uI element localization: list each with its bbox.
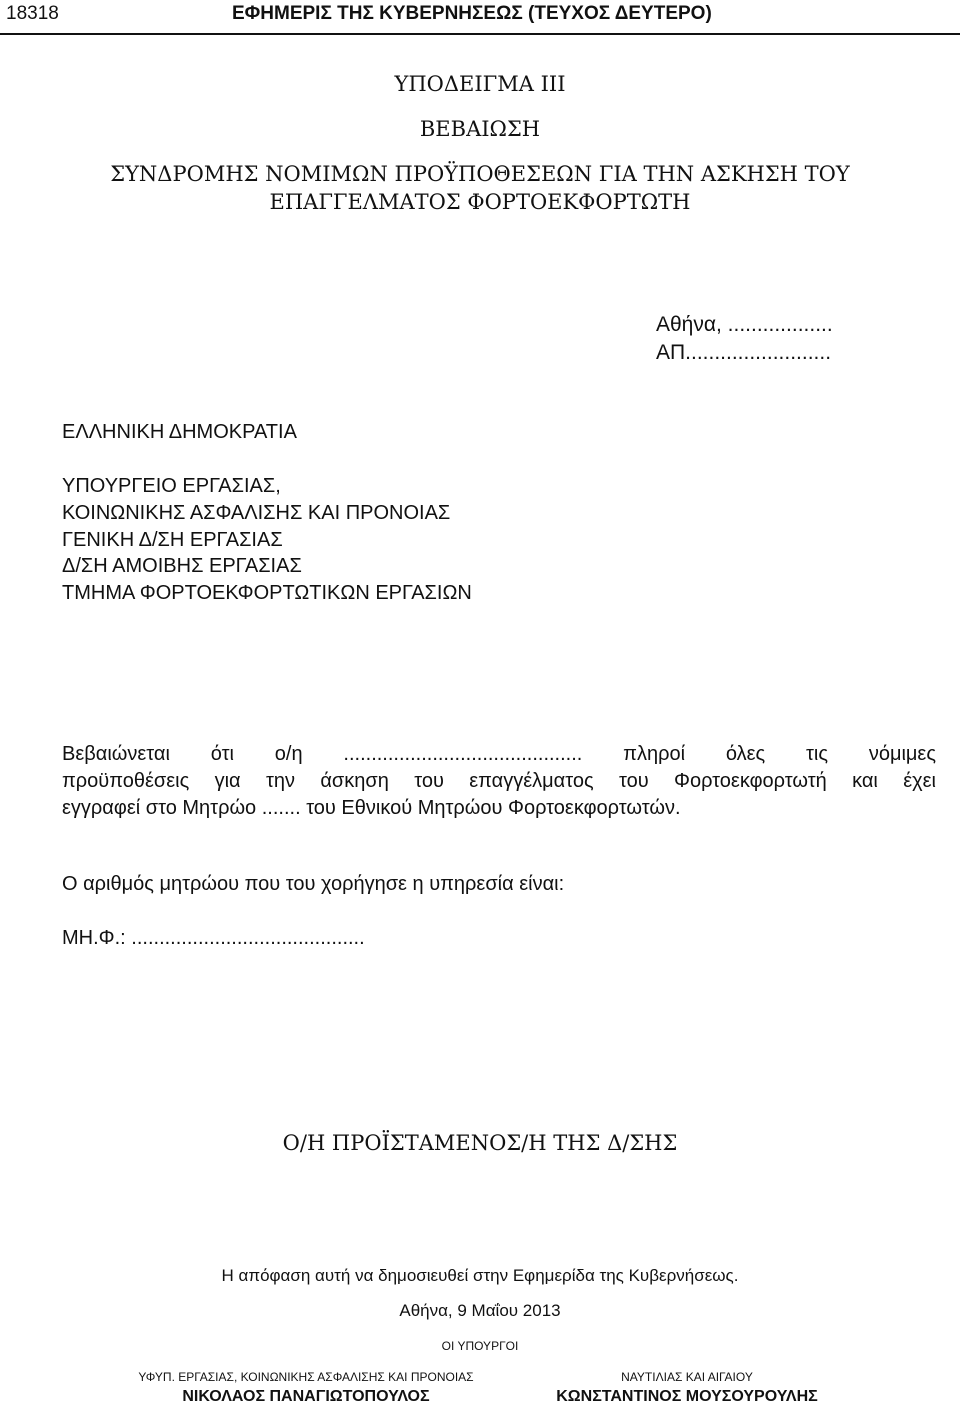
registry-number-sentence: Ο αριθμός μητρώου που του χορήγησε η υπηρεσία είναι: (62, 873, 565, 895)
authority-line: ΤΜΗΜΑ ΦΟΡΤΟΕΚΦΟΡΤΩΤΙΚΩΝ ΕΡΓΑΣΙΩΝ (62, 582, 472, 604)
registry-number-field: ΜΗ.Φ.: .......................................... (62, 927, 365, 949)
certification-line-1: Βεβαιώνεται ότι ο/η ........................................... πληροί όλες τις νόμιμες (62, 743, 936, 765)
certificate-subject-line-2: ΕΠΑΓΓΕΛΜΑΤΟΣ ΦΟΡΤΟΕΚΦΟΡΤΩΤΗ (269, 190, 691, 214)
gazette-header-title: ΕΦΗΜΕΡΙΣ ΤΗΣ ΚΥΒΕΡΝΗΣΕΩΣ (ΤΕΥΧΟΣ ΔΕΥΤΕΡΟ) (232, 3, 712, 24)
authority-line: Δ/ΣΗ ΑΜΟΙΒΗΣ ΕΡΓΑΣΙΑΣ (62, 555, 302, 577)
header-divider (0, 33, 960, 35)
head-signature-line: Ο/Η ΠΡΟΪΣΤΑΜΕΝΟΣ/Η ΤΗΣ Δ/ΣΗΣ (282, 1131, 678, 1155)
certification-line-2: προϋποθέσεις για την άσκηση του επαγγέλματος του Φορτοεκφορτωτή και έχει (62, 770, 936, 792)
form-model-title: ΥΠΟΔΕΙΓΜΑ ΙΙΙ (394, 72, 566, 96)
authority-line: ΚΟΙΝΩΝΙΚΗΣ ΑΣΦΑΛΙΣΗΣ ΚΑΙ ΠΡΟΝΟΙΑΣ (62, 502, 451, 524)
authority-line: ΥΠΟΥΡΓΕΙΟ ΕΡΓΑΣΙΑΣ, (62, 475, 281, 497)
certification-line-3: εγγραφεί στο Μητρώο ....... του Εθνικού Μητρώου Φορτοεκφορτωτών. (62, 797, 681, 819)
minister-name: ΚΩΝΣΤΑΝΤΙΝΟΣ ΜΟΥΣΟΥΡΟΥΛΗΣ (556, 1388, 818, 1405)
certificate-subject-line-1: ΣΥΝΔΡΟΜΗΣ ΝΟΜΙΜΩΝ ΠΡΟΫΠΟΘΕΣΕΩΝ ΓΙΑ ΤΗΝ ΑΣΚΗΣΗ ΤΟΥ (110, 162, 850, 186)
authority-line: ΓΕΝΙΚΗ Δ/ΣΗ ΕΡΓΑΣΙΑΣ (62, 529, 283, 551)
ministers-heading: ΟΙ ΥΠΟΥΡΓΟΙ (441, 1339, 519, 1353)
minister-title: ΥΦΥΠ. ΕΡΓΑΣΙΑΣ, ΚΟΙΝΩΝΙΚΗΣ ΑΣΦΑΛΙΣΗΣ ΚΑΙ ΠΡΟΝΟΙΑΣ (138, 1370, 474, 1384)
minister-name: ΝΙΚΟΛΑΟΣ ΠΑΝΑΓΙΩΤΟΠΟΥΛΟΣ (182, 1388, 430, 1405)
page-number: 18318 (6, 3, 59, 24)
signing-place-date: Αθήνα, 9 Μαΐου 2013 (399, 1301, 561, 1320)
certificate-title: ΒΕΒΑΙΩΣΗ (419, 117, 541, 141)
authority-line: ΕΛΛΗΝΙΚΗ ΔΗΜΟΚΡΑΤΙΑ (62, 421, 297, 443)
protocol-number-field: ΑΠ......................... (656, 341, 832, 364)
publication-order: Η απόφαση αυτή να δημοσιευθεί στην Εφημερίδα της Κυβερνήσεως. (221, 1266, 739, 1285)
minister-title: ΝΑΥΤΙΛΙΑΣ ΚΑΙ ΑΙΓΑΙΟΥ (621, 1370, 753, 1384)
place-date-field: Αθήνα, .................. (656, 313, 833, 336)
